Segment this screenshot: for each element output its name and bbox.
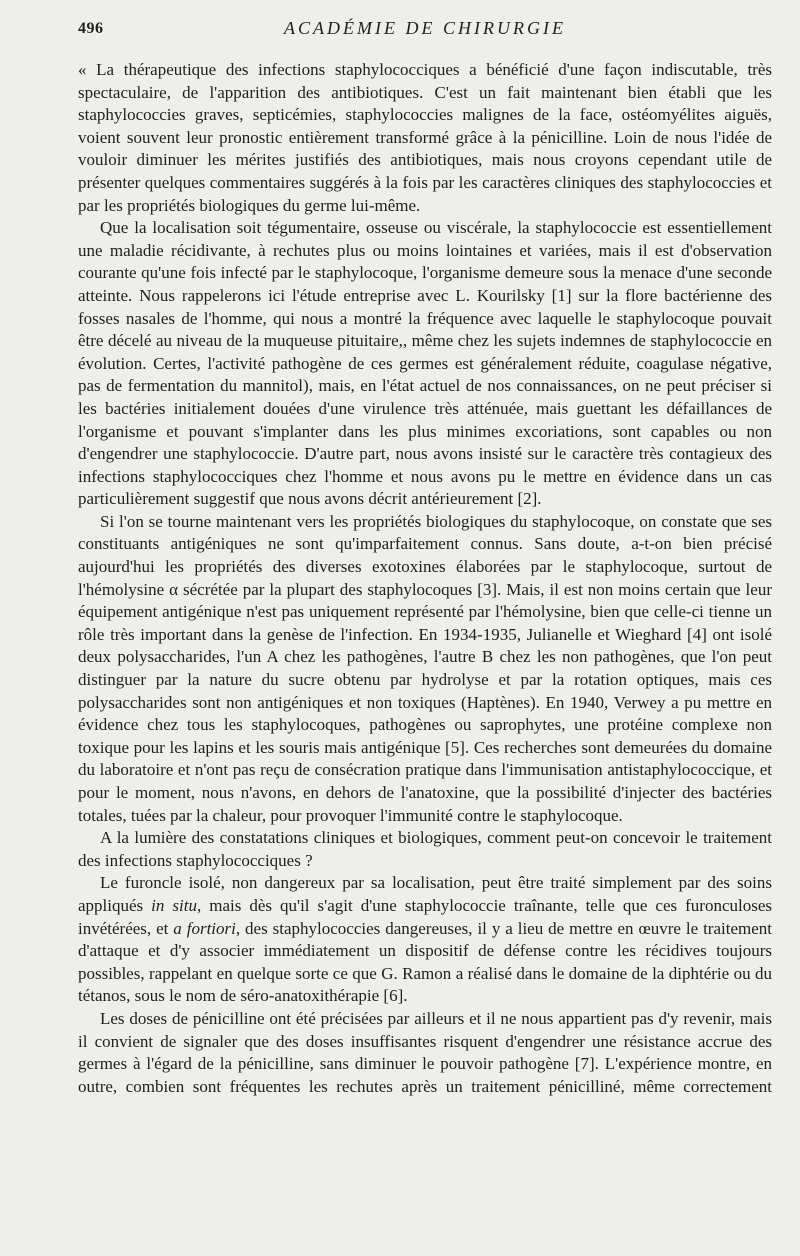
italic-term: in situ xyxy=(151,895,197,915)
paragraph xyxy=(78,872,772,1008)
article-body xyxy=(78,59,772,1098)
page-number: 496 xyxy=(78,20,104,37)
paragraph: Les doses de pénicilline ont été précisées par ailleurs et il ne nous appartient pas d'y revenir, mais il convient de signaler que des doses insuffisantes risquent d'engendrer une résistance accrue des germes à l'égard de la pénicilline, sans diminuer le pouvoir pathogène [7]. L'expérience montre, en outre, combien sont fréquentes les rechutes après un traitement pénicilliné, même correctement xyxy=(78,1008,772,1096)
paragraph: « La thérapeutique des infections staphylococciques a bénéficié d'une façon indiscutable, très spectaculaire, de l'apparition des antibiotiques. C'est un fait maintenant bien établi que les staphylococcies graves, septicémies, staphylococcies malignes de la face, ostéomyélites aiguës, voient souvent leur pronostic entièrement transformé grâce à la pénicilline. Loin de nous l'idée de vouloir diminuer les mérites justifiés des antibiotiques, mais nous croyons cependant utile de présenter quelques commentaires suggérés à la fois par les caractères cliniques des staphylococcies et par les propriétés biologiques du germe lui-même. xyxy=(78,60,772,215)
italic-term: a fortiori xyxy=(173,918,236,938)
paragraph: Que la localisation soit tégumentaire, osseuse ou viscérale, la staphylococcie est essentiellement une maladie récidivante, à rechutes plus ou moins lointaines et variées, mais il est d'observation courante qu'une fois infecté par le staphylocoque, l'organisme demeure sous la menace d'une seconde atteinte. Nous rappelerons ici l'étude entreprise avec L. Kourilsky [1] sur la flore bactérienne des fosses nasales de l'homme, qui nous a montré la fréquence avec laquelle le staphylocoque pouvait être décelé au niveau de la muqueuse pituitaire,, même chez les sujets indemnes de staphylococcie en évolution. Certes, l'activité pathogène de ces germes est généralement réduite, coagulase négative, pas de fermentation du mannitol), mais, en l'état actuel de nos connaissances, on ne peut préciser si les bactéries initialement douées d'une virulence très atténuée, mais guettant les défaillances de l'organisme et pouvant s'implanter dans les plus minimes excoriations, sont capables ou non d'engendrer une staphylococcie. D'autre part, nous avons insisté sur le caractère très contagieux des infections staphylococciques chez l'homme et nous avons pu le mettre en évidence dans un cas particulièrement suggestif que nous avons décrit antérieurement [2]. xyxy=(78,218,772,509)
text-run: , des staphylococcies dangereuses, il y a lieu de mettre en œuvre le traitement d'attaque et d'y associer immédiatement un dispositif de défense contre les récidives toujours possibles, rappelant en quelque sorte ce que G. Ramon a réalisé dans le domaine de la diphtérie ou du tétanos, sous le nom de séro-anatoxithérapie [6]. xyxy=(78,918,772,1006)
page-header xyxy=(78,18,772,46)
paragraph: A la lumière des constatations cliniques et biologiques, comment peut-on concevoir le traitement des infections staphylococciques ? xyxy=(78,828,772,870)
running-title: ACADÉMIE DE CHIRURGIE xyxy=(284,18,566,38)
text-run: , mais dès qu'il s'agit d'une staphylococcie traînante, telle que ces furonculoses invétérées, et xyxy=(78,895,772,938)
text-run: Le furoncle isolé, non dangereux par sa localisation, peut être traité simplement par des soins appliqués xyxy=(78,873,772,915)
paragraph: Si l'on se tourne maintenant vers les propriétés biologiques du staphylocoque, on constate que ses constituants antigéniques ne sont qu'imparfaitement connus. Sans doute, a-t-on bien précisé aujourd'hui les propriétés des diverses exotoxines élaborées par le staphylocoque, surtout de l'hémolysine α sécrétée par la plupart des staphylocoques [3]. Mais, il est non moins certain que leur équipement antigénique n'est pas uniquement représenté par l'hémolysine, bien que celle-ci tienne un rôle très important dans la genèse de l'infection. En 1934-1935, Julianelle et Wieghard [4] ont isolé deux polysaccharides, l'un A chez les pathogènes, l'autre B chez les non pathogènes, que l'on peut distinguer par la nature du sucre obtenu par hydrolyse et par la rotation optiques, mais ces polysaccharides sont non antigéniques et non toxiques (Haptènes). En 1940, Verwey a pu mettre en évidence chez tous les staphylocoques, pathogènes ou saprophytes, une protéine complexe non toxique pour les lapins et les souris mais antigénique [5]. Ces recherches sont demeurées du domaine du laboratoire et n'ont pas reçu de consécration pratique dans l'immunisation antistaphylococcique, et pour le moment, nous n'avons, en dehors de l'anatoxine, que la possibilité d'injecter des bactéries totales, tuées par la chaleur, pour provoquer l'immunité contre le staphylocoque. xyxy=(78,511,772,825)
